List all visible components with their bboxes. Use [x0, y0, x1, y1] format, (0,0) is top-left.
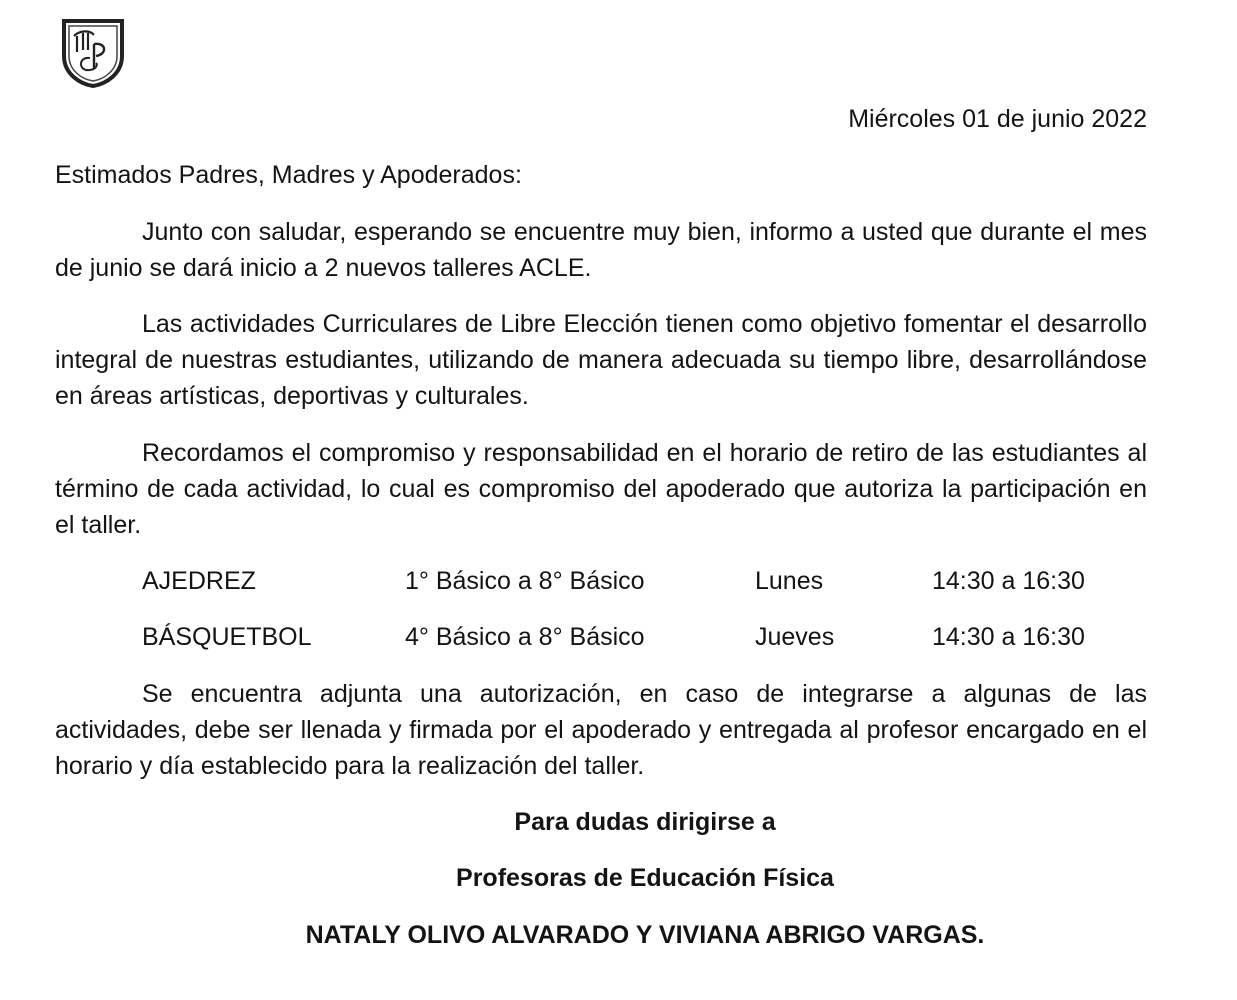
- letter-date: Miércoles 01 de junio 2022: [848, 105, 1147, 133]
- closing-role-line: Profesoras de Educación Física: [456, 864, 834, 892]
- school-crest-logo: [60, 18, 126, 88]
- crest-shield-icon: [60, 18, 126, 88]
- workshop-time: 14:30 a 16:30: [932, 623, 1085, 651]
- letter-salutation: Estimados Padres, Madres y Apoderados:: [55, 161, 522, 189]
- workshop-name: AJEDREZ: [142, 567, 256, 595]
- closing-contact-line: Para dudas dirigirse a: [514, 808, 776, 836]
- paragraph-intro: Junto con saludar, esperando se encuentre muy bien, informo a usted que durante el mes de junio se dará inicio a 2 nuevos talleres ACLE.: [55, 218, 1147, 282]
- workshop-name: BÁSQUETBOL: [142, 623, 312, 651]
- workshop-grades: 4° Básico a 8° Básico: [405, 623, 645, 651]
- workshop-time: 14:30 a 16:30: [932, 567, 1085, 595]
- workshop-row: [0, 619, 1237, 655]
- workshop-day: Lunes: [755, 567, 824, 595]
- paragraph-commitment: Recordamos el compromiso y responsabilidad en el horario de retiro de las estudiantes al término de cada actividad, lo cual es compromiso del apoderado que autoriza la participación en el taller.: [55, 439, 1147, 539]
- workshop-grades: 1° Básico a 8° Básico: [405, 567, 645, 595]
- closing-names-line: NATALY OLIVO ALVARADO Y VIVIANA ABRIGO VARGAS.: [305, 921, 985, 949]
- paragraph-objective: Las actividades Curriculares de Libre Elección tienen como objetivo fomentar el desarrollo integral de nuestras estudiantes, utilizando de manera adecuada su tiempo libre, desarrollándose en áreas artísticas, deportivas y culturales.: [55, 310, 1147, 410]
- workshop-day: Jueves: [755, 623, 835, 651]
- paragraph-authorization: Se encuentra adjunta una autorización, en caso de integrarse a algunas de las actividades, debe ser llenada y firmada por el apoderado y entregada al profesor encargado en el horario y día establecido para la realización del taller.: [55, 680, 1147, 780]
- workshop-row: [0, 563, 1237, 599]
